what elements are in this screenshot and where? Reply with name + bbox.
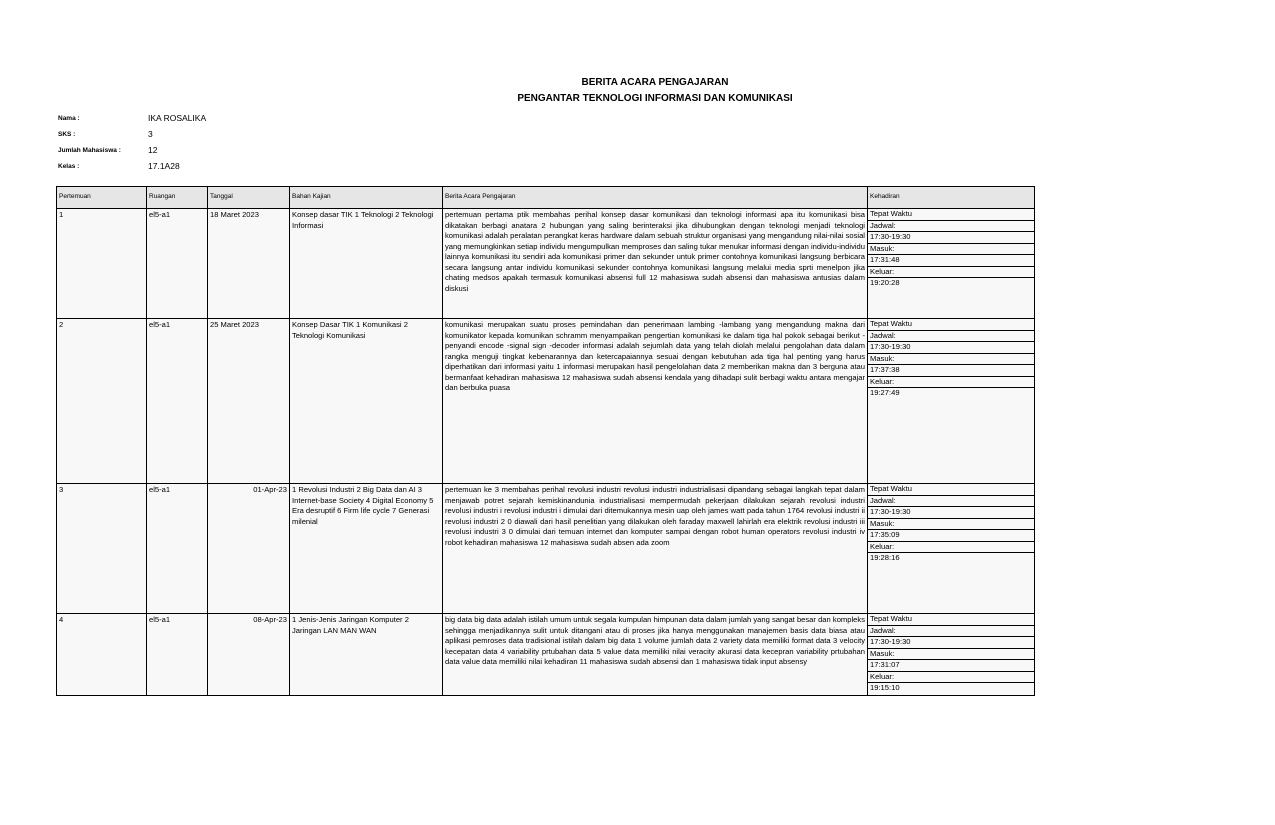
- cell-tanggal: 18 Maret 2023: [208, 209, 290, 319]
- column-header-kehadiran: Kehadiran: [868, 187, 1035, 209]
- attendance-schedule-label: Jadwal:: [868, 626, 1034, 638]
- attendance-schedule-label: Jadwal:: [868, 331, 1034, 343]
- attendance-in-label: Masuk:: [868, 649, 1034, 661]
- cell-pertemuan: 4: [57, 614, 147, 696]
- meta-row-sks: [58, 126, 206, 142]
- attendance-in-label: Masuk:: [868, 354, 1034, 366]
- meta-label: Kelas :: [58, 162, 80, 170]
- column-header-tanggal: Tanggal: [208, 187, 290, 209]
- meta-label: SKS :: [58, 130, 76, 138]
- attendance-status: Tepat Waktu: [868, 484, 1034, 496]
- attendance-out-label: Keluar:: [868, 267, 1034, 279]
- course-title: PENGANTAR TEKNOLOGI INFORMASI DAN KOMUNIKASI: [517, 93, 793, 104]
- meta-value: 3: [148, 129, 153, 139]
- cell-kehadiran: [868, 209, 1035, 319]
- cell-bahan-kajian: 1 Jenis-Jenis Jaringan Komputer 2 Jaringan LAN MAN WAN: [290, 614, 443, 696]
- cell-tanggal: 08-Apr-23: [208, 614, 290, 696]
- cell-pertemuan: 1: [57, 209, 147, 319]
- table-row: [57, 319, 1035, 484]
- attendance-schedule: 17:30-19:30: [868, 342, 1034, 354]
- attendance-out-time: 19:27:49: [870, 388, 900, 397]
- column-header-ruangan: Ruangan: [147, 187, 208, 209]
- table-header-row: [57, 187, 1035, 209]
- attendance-in-time: 17:31:07: [868, 660, 1034, 672]
- cell-ruangan: el5-a1: [147, 209, 208, 319]
- column-header-berita-acara: Berita Acara Pengajaran: [443, 187, 868, 209]
- cell-berita-acara: pertemuan ke 3 membahas perihal revolusi industri revolusi industri industrialisasi dipandang sebagai langkah tepat dalam menjawab potret sejarah kemiskinandunia industrialisasi mempermudah pekerjaan dilakukan sejarah revolusi industri revolusi industri i revolusi industri i dimulai dari ditemukannya mesin uap oleh james watt pada tahun 1764 revolusi industri ii revolusi industri 2 0 diawali dari hasil penelitian yang dilakukan oleh faraday maxwell lahirlah era elektrik revolusi industri iii revolusi industri 3 0 dimulai dari temuan internet dan komputer sampai dengan robot human operators revolusi industri iv robot kehadiran mahasiswa 12 mahasiswa sudah absen ada zoom: [443, 484, 868, 614]
- attendance-in-time: 17:35:09: [868, 530, 1034, 542]
- meta-value: 17.1A28: [148, 161, 180, 171]
- meta-label: Jumlah Mahasiswa :: [58, 146, 121, 154]
- attendance-schedule: 17:30-19:30: [868, 232, 1034, 244]
- cell-ruangan: el5-a1: [147, 614, 208, 696]
- meta-row-kelas: [58, 158, 206, 174]
- attendance-status: Tepat Waktu: [868, 209, 1034, 221]
- teaching-report-table: [56, 186, 1035, 696]
- column-header-bahan-kajian: Bahan Kajian: [290, 187, 443, 209]
- meta-row-nama: [58, 110, 206, 126]
- table-row: [57, 209, 1035, 319]
- attendance-schedule: 17:30-19:30: [868, 637, 1034, 649]
- cell-pertemuan: 3: [57, 484, 147, 614]
- meta-value: 12: [148, 145, 158, 155]
- meta-value: IKA ROSALIKA: [148, 113, 207, 123]
- cell-ruangan: el5-a1: [147, 484, 208, 614]
- cell-ruangan: el5-a1: [147, 319, 208, 484]
- cell-bahan-kajian: 1 Revolusi Industri 2 Big Data dan AI 3 Internet-base Society 4 Digital Economy 5 Era desruptif 6 Firm life cycle 7 Generasi milenial: [290, 484, 443, 614]
- cell-bahan-kajian: Konsep dasar TIK 1 Teknologi 2 Teknologi Informasi: [290, 209, 443, 319]
- cell-kehadiran: [868, 614, 1035, 696]
- attendance-schedule-label: Jadwal:: [868, 496, 1034, 508]
- cell-berita-acara: big data big data adalah istilah umum untuk segala kumpulan himpunan data dalam jumlah yang sangat besar dan kompleks sehingga menjadikannya sulit untuk ditangani atau di proses jika hanya menggunakan manajemen basis data biasa atau aplikasi pemroses data tradisional istilah dalam big data 1 volume jumlah data 2 variety data memiliki format data 3 velocity kecepatan data 4 variability prtubahan data 5 value data memiliki nilai veracity akurasi data kecepran variability prtubahan data value data memiliki nilai kehadiran 11 mahasiswa sudah absensi dan 1 mahasiswa tidak input absensy: [443, 614, 868, 696]
- attendance-out-label: Keluar:: [868, 672, 1034, 684]
- attendance-in-label: Masuk:: [868, 244, 1034, 256]
- meta-info: [58, 110, 206, 174]
- attendance-schedule: 17:30-19:30: [868, 507, 1034, 519]
- report-title: BERITA ACARA PENGAJARAN: [581, 77, 729, 88]
- table-row: [57, 484, 1035, 614]
- cell-bahan-kajian: Konsep Dasar TIK 1 Komunikasi 2 Teknologi Komunikasi: [290, 319, 443, 484]
- attendance-out-time: 19:15:10: [870, 683, 900, 692]
- attendance-status: Tepat Waktu: [868, 319, 1034, 331]
- attendance-in-time: 17:37:38: [868, 365, 1034, 377]
- attendance-out-time: 19:28:16: [870, 553, 900, 562]
- cell-pertemuan: 2: [57, 319, 147, 484]
- attendance-out-label: Keluar:: [868, 542, 1034, 554]
- cell-tanggal: 25 Maret 2023: [208, 319, 290, 484]
- attendance-in-time: 17:31:48: [868, 255, 1034, 267]
- attendance-out-label: Keluar:: [868, 377, 1034, 389]
- attendance-schedule-label: Jadwal:: [868, 221, 1034, 233]
- cell-berita-acara: komunikasi merupakan suatu proses pemindahan dan penerimaan lambing -lambang yang mengandung makna dari komunikator kepada komunikan schramm menyampaikan pengertian komunikasi ke dalam tiga hal pokok sebagai berikut -penyandi encode -signal sign -decoder informasi adalah sejumlah data yang telah diolah melalui pengolahan data dalam rangka menguji tingkat kebenarannya dan ketercapaiannya sesuai dengan kebutuhan ada tiga hal penting yang harus diperhatikan dari informasi yaitu 1 informasi merupakan hasil pengelolahan data 2 memberikan makna dan 3 berguna atau bermanfaat kehadiran mahasiswa 12 mahasiswa sudah absensi kendala yang dihadapi sulit berbagi waktu antara mengajar dan berbuka puasa: [443, 319, 868, 484]
- column-header-pertemuan: Pertemuan: [57, 187, 147, 209]
- cell-kehadiran: [868, 484, 1035, 614]
- table-row: [57, 614, 1035, 696]
- cell-kehadiran: [868, 319, 1035, 484]
- meta-label: Nama :: [58, 114, 80, 122]
- cell-tanggal: 01-Apr-23: [208, 484, 290, 614]
- attendance-out-time: 19:20:28: [870, 278, 900, 287]
- attendance-in-label: Masuk:: [868, 519, 1034, 531]
- attendance-status: Tepat Waktu: [868, 614, 1034, 626]
- cell-berita-acara: pertemuan pertama ptik membahas perihal konsep dasar komunikasi dan teknologi informasi apa itu komunikasi bisa dikatakan berbagi anatara 2 hubungan yang saling berinteraksi jika dihubungkan dengan teknologi menjadi teknologi komunikasi adalah peralatan perangkat keras hardware dalam sebuah struktur organisasi yang mengandung nilai-nilai sosial yang memungkinkan setiap individu mengumpulkan memproses dan saling tukar menukar informasi dengan individu-individu lainnya komunikasi itu sendiri ada komunikasi primer dan sekunder untuk primer contohnya komunikasi langsung berbicara secara langsung antar individu komunikasi sekunder contohnya komunikasi langsung melalui media sprti menelpon jika chating medsos apakah termasuk komunikasi absensi full 12 mahasiswa sudah absensi dan mahasiswa antusias dalam diskusi: [443, 209, 868, 319]
- meta-row-jumlah-mahasiswa: [58, 142, 206, 158]
